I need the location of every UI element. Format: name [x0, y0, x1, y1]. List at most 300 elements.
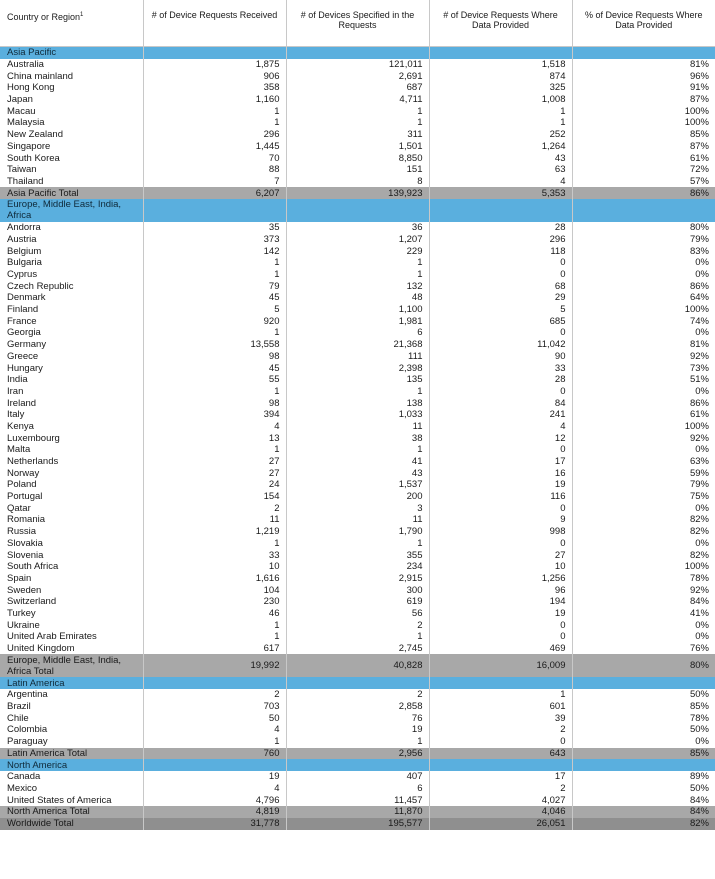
- region-empty-cell: [572, 759, 715, 771]
- subtotal-row: [0, 806, 715, 818]
- table-row: [0, 631, 715, 643]
- devices-cell: 121,011: [286, 59, 429, 71]
- percent-cell: 0%: [572, 631, 715, 643]
- received-cell: 1: [143, 257, 286, 269]
- percent-cell: 85%: [572, 748, 715, 760]
- percent-cell: 100%: [572, 561, 715, 573]
- region-empty-cell: [429, 759, 572, 771]
- received-cell: 46: [143, 608, 286, 620]
- country-cell: Mexico: [7, 782, 38, 794]
- table-row: [0, 584, 715, 596]
- received-cell: 31,778: [143, 818, 286, 830]
- provided-cell: 19: [429, 608, 572, 620]
- country-cell: Bulgaria: [7, 257, 42, 269]
- table-row: [0, 292, 715, 304]
- region-empty-cell: [572, 677, 715, 689]
- country-cell: Japan: [7, 94, 33, 106]
- percent-cell: 76%: [572, 643, 715, 655]
- table-row: [0, 152, 715, 164]
- table-row: [0, 280, 715, 292]
- table-row: [0, 397, 715, 409]
- received-cell: 35: [143, 222, 286, 234]
- percent-cell: 73%: [572, 362, 715, 374]
- country-cell: Macau: [7, 105, 36, 117]
- provided-cell: 1: [429, 689, 572, 701]
- country-cell: Qatar: [7, 502, 31, 514]
- devices-cell: 355: [286, 549, 429, 561]
- country-cell: South Africa: [7, 561, 59, 573]
- region-header-row: [0, 677, 715, 689]
- header-percent: % of Device Requests Where Data Provided: [572, 0, 715, 47]
- country-cell: Czech Republic: [7, 280, 74, 292]
- country-cell: Australia: [7, 59, 44, 71]
- received-cell: 358: [143, 82, 286, 94]
- received-cell: 88: [143, 164, 286, 176]
- country-cell: Sweden: [7, 584, 42, 596]
- received-cell: 760: [143, 748, 286, 760]
- devices-cell: 135: [286, 374, 429, 386]
- received-cell: 45: [143, 292, 286, 304]
- country-cell: Iran: [7, 385, 24, 397]
- provided-cell: 16,009: [429, 654, 572, 677]
- region-name: Latin America: [0, 677, 143, 689]
- country-cell: Belgium: [7, 245, 42, 257]
- provided-cell: 601: [429, 701, 572, 713]
- percent-cell: 0%: [572, 269, 715, 281]
- received-cell: 79: [143, 280, 286, 292]
- devices-cell: 1,033: [286, 409, 429, 421]
- devices-cell: 8,850: [286, 152, 429, 164]
- table-row: [0, 608, 715, 620]
- provided-cell: 84: [429, 397, 572, 409]
- table-row: [0, 304, 715, 316]
- provided-cell: 11,042: [429, 339, 572, 351]
- received-cell: 1: [143, 117, 286, 129]
- received-cell: 2: [143, 689, 286, 701]
- percent-cell: 87%: [572, 94, 715, 106]
- provided-cell: 0: [429, 502, 572, 514]
- region-empty-cell: [429, 199, 572, 222]
- table-row: [0, 526, 715, 538]
- received-cell: 6,207: [143, 187, 286, 199]
- percent-cell: 50%: [572, 724, 715, 736]
- devices-cell: 1,207: [286, 234, 429, 246]
- footnote-marker: 1: [80, 12, 84, 18]
- percent-cell: 91%: [572, 82, 715, 94]
- devices-cell: 36: [286, 222, 429, 234]
- country-cell: United Kingdom: [7, 643, 75, 655]
- received-cell: 1,160: [143, 94, 286, 106]
- provided-cell: 0: [429, 444, 572, 456]
- devices-cell: 132: [286, 280, 429, 292]
- devices-cell: 1: [286, 105, 429, 117]
- provided-cell: 241: [429, 409, 572, 421]
- received-cell: 1: [143, 538, 286, 550]
- devices-cell: 2: [286, 619, 429, 631]
- table-row: [0, 491, 715, 503]
- devices-cell: 40,828: [286, 654, 429, 677]
- provided-cell: 29: [429, 292, 572, 304]
- country-cell: Turkey: [7, 607, 36, 619]
- percent-cell: 84%: [572, 806, 715, 818]
- region-empty-cell: [286, 47, 429, 59]
- provided-cell: 296: [429, 234, 572, 246]
- percent-cell: 75%: [572, 491, 715, 503]
- percent-cell: 89%: [572, 771, 715, 783]
- devices-cell: 19: [286, 724, 429, 736]
- devices-cell: 138: [286, 397, 429, 409]
- devices-cell: 3: [286, 502, 429, 514]
- devices-cell: 1: [286, 444, 429, 456]
- percent-cell: 82%: [572, 549, 715, 561]
- country-cell: Italy: [7, 409, 25, 421]
- received-cell: 33: [143, 549, 286, 561]
- devices-cell: 6: [286, 783, 429, 795]
- received-cell: 617: [143, 643, 286, 655]
- country-cell: Andorra: [7, 222, 41, 234]
- table-row: [0, 724, 715, 736]
- country-cell: Luxembourg: [7, 432, 60, 444]
- provided-cell: 874: [429, 70, 572, 82]
- region-empty-cell: [286, 677, 429, 689]
- country-cell: Norway: [7, 467, 40, 479]
- table-row: [0, 421, 715, 433]
- country-cell: United States of America: [7, 794, 112, 806]
- country-cell: Paraguay: [7, 736, 48, 748]
- header-devices: # of Devices Specified in the Requests: [286, 0, 429, 47]
- provided-cell: 0: [429, 736, 572, 748]
- country-cell: Brazil: [7, 701, 31, 713]
- table-row: [0, 573, 715, 585]
- received-cell: 4,819: [143, 806, 286, 818]
- subtotal-row: [0, 654, 715, 677]
- country-cell: Argentina: [7, 689, 48, 701]
- country-cell: Switzerland: [7, 596, 57, 608]
- received-cell: 1: [143, 444, 286, 456]
- devices-cell: 311: [286, 129, 429, 141]
- country-cell: Cyprus: [7, 269, 38, 281]
- percent-cell: 79%: [572, 234, 715, 246]
- devices-cell: 2,691: [286, 70, 429, 82]
- percent-cell: 85%: [572, 701, 715, 713]
- table-row: [0, 105, 715, 117]
- provided-cell: 43: [429, 152, 572, 164]
- percent-cell: 80%: [572, 654, 715, 677]
- country-cell: Greece: [7, 350, 39, 362]
- country-cell: China mainland: [7, 70, 74, 82]
- country-cell: Latin America Total: [0, 748, 143, 760]
- worldwide-total-row: [0, 818, 715, 830]
- table-row: [0, 59, 715, 71]
- provided-cell: 0: [429, 327, 572, 339]
- table-row: [0, 783, 715, 795]
- table-row: [0, 129, 715, 141]
- country-cell: United Arab Emirates: [7, 631, 97, 643]
- percent-cell: 82%: [572, 526, 715, 538]
- table-row: [0, 794, 715, 806]
- table-row: [0, 479, 715, 491]
- devices-cell: 1: [286, 736, 429, 748]
- country-cell: Netherlands: [7, 456, 59, 468]
- table-row: [0, 94, 715, 106]
- region-name: North America: [0, 759, 143, 771]
- received-cell: 142: [143, 245, 286, 257]
- percent-cell: 63%: [572, 456, 715, 468]
- table-body: [0, 47, 715, 830]
- provided-cell: 26,051: [429, 818, 572, 830]
- subtotal-row: [0, 748, 715, 760]
- country-cell: Worldwide Total: [0, 818, 143, 830]
- table-row: [0, 362, 715, 374]
- percent-cell: 100%: [572, 421, 715, 433]
- country-cell: Malta: [7, 444, 31, 456]
- table-row: [0, 689, 715, 701]
- region-empty-cell: [143, 759, 286, 771]
- percent-cell: 0%: [572, 444, 715, 456]
- percent-cell: 81%: [572, 59, 715, 71]
- region-empty-cell: [143, 677, 286, 689]
- percent-cell: 100%: [572, 105, 715, 117]
- table-row: [0, 327, 715, 339]
- table-row: [0, 502, 715, 514]
- provided-cell: 1,256: [429, 573, 572, 585]
- provided-cell: 0: [429, 631, 572, 643]
- percent-cell: 50%: [572, 689, 715, 701]
- provided-cell: 0: [429, 386, 572, 398]
- country-cell: Malaysia: [7, 117, 45, 129]
- country-cell: Hungary: [7, 362, 43, 374]
- received-cell: 1,616: [143, 573, 286, 585]
- country-cell: Denmark: [7, 292, 46, 304]
- devices-cell: 2,398: [286, 362, 429, 374]
- devices-cell: 76: [286, 712, 429, 724]
- received-cell: 27: [143, 456, 286, 468]
- provided-cell: 16: [429, 467, 572, 479]
- percent-cell: 61%: [572, 409, 715, 421]
- devices-cell: 2,858: [286, 701, 429, 713]
- region-empty-cell: [429, 47, 572, 59]
- devices-cell: 8: [286, 176, 429, 188]
- devices-cell: 1: [286, 538, 429, 550]
- provided-cell: 4: [429, 421, 572, 433]
- devices-cell: 111: [286, 351, 429, 363]
- devices-cell: 687: [286, 82, 429, 94]
- subtotal-row: [0, 187, 715, 199]
- percent-cell: 0%: [572, 619, 715, 631]
- region-empty-cell: [572, 199, 715, 222]
- percent-cell: 100%: [572, 304, 715, 316]
- devices-cell: 38: [286, 432, 429, 444]
- provided-cell: 17: [429, 771, 572, 783]
- country-cell: Russia: [7, 526, 37, 538]
- devices-cell: 1: [286, 631, 429, 643]
- percent-cell: 84%: [572, 596, 715, 608]
- country-cell: North America Total: [0, 806, 143, 818]
- country-cell: South Korea: [7, 152, 60, 164]
- percent-cell: 0%: [572, 327, 715, 339]
- region-header-row: [0, 759, 715, 771]
- devices-cell: 1,100: [286, 304, 429, 316]
- devices-cell: 6: [286, 327, 429, 339]
- devices-cell: 2,956: [286, 748, 429, 760]
- provided-cell: 28: [429, 222, 572, 234]
- table-row: [0, 257, 715, 269]
- received-cell: 4: [143, 783, 286, 795]
- provided-cell: 17: [429, 456, 572, 468]
- received-cell: 98: [143, 397, 286, 409]
- percent-cell: 78%: [572, 712, 715, 724]
- received-cell: 7: [143, 176, 286, 188]
- received-cell: 98: [143, 351, 286, 363]
- devices-cell: 1,981: [286, 315, 429, 327]
- country-cell: Asia Pacific Total: [0, 187, 143, 199]
- provided-cell: 469: [429, 643, 572, 655]
- received-cell: 1: [143, 631, 286, 643]
- received-cell: 11: [143, 514, 286, 526]
- header-country: Country or Region$^1$: [0, 0, 143, 47]
- percent-cell: 92%: [572, 351, 715, 363]
- provided-cell: 0: [429, 619, 572, 631]
- provided-cell: 1: [429, 117, 572, 129]
- received-cell: 1: [143, 105, 286, 117]
- percent-cell: 61%: [572, 152, 715, 164]
- devices-cell: 234: [286, 561, 429, 573]
- received-cell: 13,558: [143, 339, 286, 351]
- region-empty-cell: [572, 47, 715, 59]
- received-cell: 4: [143, 421, 286, 433]
- table-row: [0, 269, 715, 281]
- percent-cell: 50%: [572, 783, 715, 795]
- country-cell: Chile: [7, 712, 29, 724]
- provided-cell: 63: [429, 164, 572, 176]
- country-cell: Thailand: [7, 175, 44, 187]
- region-header-row: [0, 47, 715, 59]
- received-cell: 1: [143, 327, 286, 339]
- provided-cell: 4: [429, 176, 572, 188]
- percent-cell: 92%: [572, 432, 715, 444]
- country-cell: Finland: [7, 304, 39, 316]
- table-row: [0, 117, 715, 129]
- percent-cell: 59%: [572, 467, 715, 479]
- percent-cell: 0%: [572, 386, 715, 398]
- percent-cell: 92%: [572, 584, 715, 596]
- table-row: [0, 339, 715, 351]
- devices-cell: 1,501: [286, 141, 429, 153]
- provided-cell: 68: [429, 280, 572, 292]
- country-cell: Singapore: [7, 140, 51, 152]
- provided-cell: 4,027: [429, 794, 572, 806]
- received-cell: 703: [143, 701, 286, 713]
- table-row: [0, 409, 715, 421]
- region-empty-cell: [286, 199, 429, 222]
- region-empty-cell: [143, 199, 286, 222]
- table-row: [0, 596, 715, 608]
- percent-cell: 0%: [572, 257, 715, 269]
- table-row: [0, 712, 715, 724]
- devices-cell: 2: [286, 689, 429, 701]
- received-cell: 10: [143, 561, 286, 573]
- country-cell: Canada: [7, 771, 41, 783]
- provided-cell: 118: [429, 245, 572, 257]
- table-row: [0, 561, 715, 573]
- received-cell: 373: [143, 234, 286, 246]
- devices-cell: 48: [286, 292, 429, 304]
- received-cell: 70: [143, 152, 286, 164]
- devices-cell: 1: [286, 386, 429, 398]
- devices-cell: 41: [286, 456, 429, 468]
- country-cell: France: [7, 315, 37, 327]
- provided-cell: 10: [429, 561, 572, 573]
- devices-cell: 11,457: [286, 794, 429, 806]
- received-cell: 1: [143, 269, 286, 281]
- country-cell: Ireland: [7, 397, 37, 409]
- percent-cell: 82%: [572, 818, 715, 830]
- received-cell: 4: [143, 724, 286, 736]
- percent-cell: 82%: [572, 514, 715, 526]
- received-cell: 13: [143, 432, 286, 444]
- devices-cell: 229: [286, 245, 429, 257]
- received-cell: 296: [143, 129, 286, 141]
- country-cell: Romania: [7, 514, 46, 526]
- percent-cell: 83%: [572, 245, 715, 257]
- provided-cell: 9: [429, 514, 572, 526]
- received-cell: 1: [143, 619, 286, 631]
- country-cell: Germany: [7, 339, 47, 351]
- devices-cell: 11: [286, 421, 429, 433]
- table-row: [0, 315, 715, 327]
- devices-cell: 2,745: [286, 643, 429, 655]
- percent-cell: 72%: [572, 164, 715, 176]
- region-name: Asia Pacific: [0, 47, 143, 59]
- country-cell: Poland: [7, 479, 37, 491]
- provided-cell: 1,518: [429, 59, 572, 71]
- percent-cell: 0%: [572, 538, 715, 550]
- country-cell: Ukraine: [7, 619, 40, 631]
- table-row: [0, 643, 715, 655]
- received-cell: 1: [143, 386, 286, 398]
- country-cell: Austria: [7, 233, 37, 245]
- devices-cell: 1: [286, 117, 429, 129]
- table-row: [0, 386, 715, 398]
- received-cell: 1: [143, 736, 286, 748]
- devices-cell: 1: [286, 257, 429, 269]
- country-cell: Slovakia: [7, 537, 43, 549]
- percent-cell: 81%: [572, 339, 715, 351]
- received-cell: 154: [143, 491, 286, 503]
- received-cell: 1,875: [143, 59, 286, 71]
- region-empty-cell: [143, 47, 286, 59]
- received-cell: 906: [143, 70, 286, 82]
- devices-cell: 1,537: [286, 479, 429, 491]
- devices-cell: 407: [286, 771, 429, 783]
- received-cell: 1,445: [143, 141, 286, 153]
- table-row: [0, 374, 715, 386]
- table-row: [0, 467, 715, 479]
- provided-cell: 12: [429, 432, 572, 444]
- country-cell: Portugal: [7, 491, 43, 503]
- devices-cell: 2,915: [286, 573, 429, 585]
- devices-cell: 151: [286, 164, 429, 176]
- devices-cell: 195,577: [286, 818, 429, 830]
- country-cell: New Zealand: [7, 129, 63, 141]
- percent-cell: 64%: [572, 292, 715, 304]
- table-row: [0, 619, 715, 631]
- table-row: [0, 432, 715, 444]
- percent-cell: 41%: [572, 608, 715, 620]
- provided-cell: 0: [429, 538, 572, 550]
- country-cell: Hong Kong: [7, 82, 55, 94]
- received-cell: 45: [143, 362, 286, 374]
